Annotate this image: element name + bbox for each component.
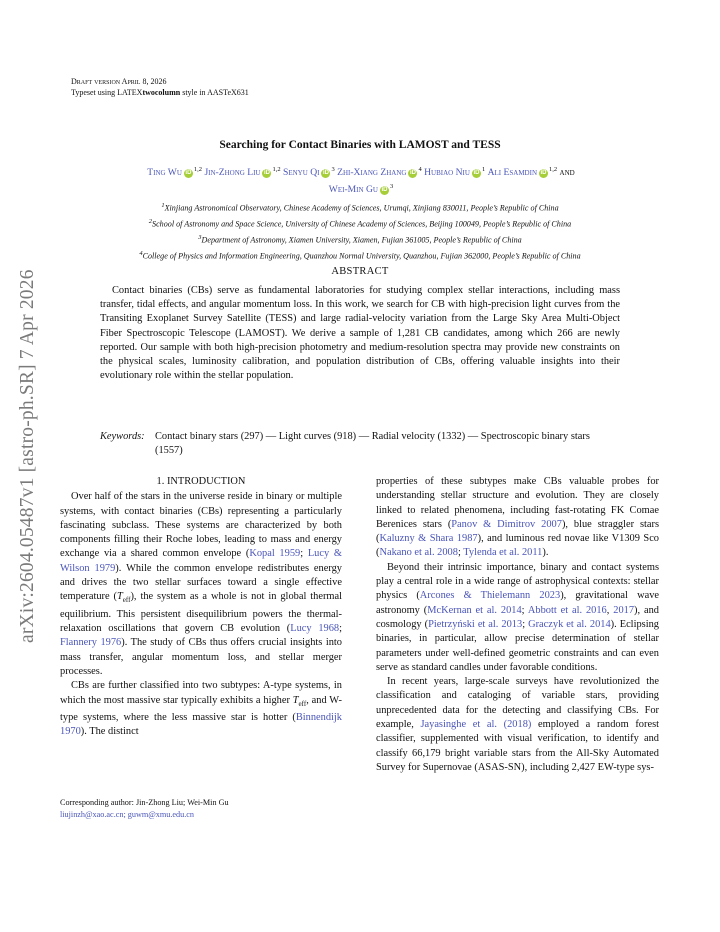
- arxiv-sidebar-stamp: arXiv:2604.05487v1 [astro-ph.SR] 7 Apr 2026: [17, 269, 38, 643]
- citation-link[interactable]: Graczyk et al. 2014: [528, 618, 611, 630]
- typeset-line: Typeset using LATEXtwocolumn style in AASTeX631: [71, 88, 249, 97]
- paragraph: In recent years, large-scale surveys have revolutionized the classification and cataloging of variable stars, providing unprecedented data for the detecting and classifying CBs. For example, Jayasinghe et al. (2018) employed a random forest classifier, supplemented with visual verification, to identify and classify 66,179 bright variable stars from the All-Sky Automated Survey for Supernovae (ASAS-SN), including 2,427 EW-type sys-: [376, 676, 660, 773]
- orcid-icon[interactable]: iD: [185, 170, 192, 177]
- paragraph: properties of these subtypes make CBs valuable probes for understanding stellar structure and evolution. They are closely linked to related phenomena, including fast-rotating FK Comae Berenices stars (Panov & Dimitrov 2007), blue straggler stars (Kaluzny & Shara 1987), and luminous red novae like V1309 Sco (Nakano et al. 2008; Tylenda et al. 2011).: [376, 476, 659, 559]
- affiliation: $^3$Department of Astronomy, Xiamen University, Xiamen, Fujian 361005, People’s Republic of China: [198, 233, 522, 245]
- author-name[interactable]: Ali Esamdin: [487, 167, 538, 179]
- abstract-heading: ABSTRACT: [331, 266, 389, 277]
- author-name[interactable]: Hubiao Niu: [424, 167, 470, 179]
- latex-logo: LATEX: [117, 88, 143, 97]
- paper-title: Searching for Contact Binaries with LAMOST and TESS: [219, 139, 501, 151]
- citation-link[interactable]: 2017: [613, 604, 635, 616]
- author-name[interactable]: Ting Wu: [147, 167, 182, 179]
- author-name[interactable]: Jin-Zhong Liu: [204, 167, 261, 179]
- citation-link[interactable]: Tylenda et al. 2011: [463, 547, 543, 559]
- citation-link[interactable]: Jayasinghe et al. (2018): [420, 719, 532, 731]
- section-heading: 1. INTRODUCTION: [156, 476, 246, 487]
- orcid-icon[interactable]: iD: [409, 170, 416, 177]
- citation-link[interactable]: Flannery 1976: [60, 637, 122, 649]
- paragraph: Over half of the stars in the universe reside in binary or multiple systems, with contact binaries (CBs) representing a particularly fascinating subclass. These systems are characterized by both components filling their Roche lobes, leading to mass and energy exchange via a shared common envelope (Kopal 1959; Lucy & Wilson 1979). While the common envelope redistributes energy and drives the two stellar surfaces toward a single effective temperature $(T_{eff})$, the system as a whole is not in global thermal equilibrium. This persistent disequilibrium powers the thermal-relaxation oscillations that govern CB evolution (Lucy 1968; Flannery 1976). The study of CBs thus offers crucial insights into mass transfer, angular momentum loss, and stellar merger processes.: [60, 491, 342, 677]
- keywords: [100, 430, 620, 458]
- citation-link[interactable]: Pietrzyński et al. 2013: [428, 618, 523, 630]
- orcid-icon[interactable]: iD: [322, 170, 329, 177]
- author-name[interactable]: Senyu Qi: [283, 167, 320, 179]
- abstract-text: Contact binaries (CBs) serve as fundamental laboratories for studying complex stellar interactions, including mass transfer, tidal effects, and angular momentum loss. In this work, we search for CB with high-precision light curves from the Transiting Exoplanet Survey Satellite (TESS) and large radial-velocity variation from the Large Sky Area Multi-Object Fiber Spectroscopic Telescope (LAMOST). We derive a sample of 1,281 CB candidates, among which 266 are newly reported. Our sample with both high-precision photometry and medium-resolution spectra may provide new constraints on the physical scales, luminosity calibration, and population distribution of CBs, offering valuable insights into their evolutionary role within the stellar population.: [100, 285, 620, 382]
- citation-link[interactable]: Nakano et al. 2008: [379, 547, 458, 559]
- keywords-text: Contact binary stars (297) — Light curves (918) — Radial velocity (1332) — Spectroscopic binary stars (1557): [155, 431, 590, 457]
- orcid-icon[interactable]: iD: [263, 170, 270, 177]
- preamble: [71, 76, 249, 98]
- orcid-icon[interactable]: iD: [473, 170, 480, 177]
- citation-link[interactable]: Lucy 1968: [290, 623, 340, 635]
- citation-link[interactable]: McKernan et al. 2014: [427, 604, 522, 616]
- paragraph: Beyond their intrinsic importance, binary and contact systems play a central role in a wide range of astrophysical contexts: stellar physics (Arcones & Thielemann 2023), gravitational wave astronomy (McKernan et al. 2014; Abbott et al. 2016, 2017), and cosmology (Pietrzyński et al. 2013; Graczyk et al. 2014). Eclipsing binaries, in particular, allow precise determination of stellar parameters under well-defined geometric constraints and can even serve as standard candles under favorable conditions.: [376, 561, 660, 673]
- draft-version: Draft version April 8, 2026: [71, 77, 167, 86]
- citation-link[interactable]: Lucy & Wilson 1979: [60, 548, 342, 574]
- affiliation: $^2$School of Astronomy and Space Science, University of Chinese Academy of Sciences, Beijing 100049, People’s Republic of China: [148, 217, 572, 229]
- right-column: [376, 475, 659, 775]
- corresponding-author: [60, 797, 229, 821]
- citation-link[interactable]: Binnendijk 1970: [60, 711, 342, 738]
- citation-link[interactable]: Panov & Dimitrov 2007: [451, 518, 562, 530]
- paragraph: CBs are further classified into two subtypes: A-type systems, in which the most massive star typically exhibits a higher $T_{eff}$, and W-type systems, where the less massive star is hotter (Binnendijk 1970). The distinct: [60, 680, 342, 738]
- author-emails[interactable]: liujinzh@xao.ac.cn; guwm@xmu.edu.cn: [60, 810, 194, 819]
- citation-link[interactable]: Arcones & Thielemann 2023: [419, 590, 561, 602]
- orcid-icon[interactable]: iD: [381, 187, 388, 194]
- affiliation: $^4$College of Physics and Information Engineering, Quanzhou Normal University, Quanzhou, Fujian 362000, People’s Republic of China: [139, 249, 581, 261]
- orcid-icon[interactable]: iD: [540, 170, 547, 177]
- keywords-label: Keywords:: [100, 431, 145, 442]
- affiliation: $^1$Xinjiang Astronomical Observatory, Chinese Academy of Sciences, Urumqi, Xinjiang 830011, People’s Republic of China: [161, 202, 559, 213]
- corresponding-line: Corresponding author: Jin-Zhong Liu; Wei-Min Gu: [60, 798, 229, 807]
- author-list: Ting Wu iD$^{1,2}$ Jin-Zhong Liu iD$^{1,2}$ Senyu Qi $iD^3$ Zhi-Xiang Zhang $iD^4$ Hubiao Niu $iD^1$ Ali Esamdin iD$^{1,2}$ and Wei-Min Gu $iD^3$: [147, 166, 575, 196]
- citation-link[interactable]: Kopal 1959: [249, 548, 301, 560]
- and-word: and: [559, 167, 575, 179]
- author-name[interactable]: Zhi-Xiang Zhang: [337, 167, 407, 179]
- affiliation-list: [40, 199, 680, 263]
- citation-link[interactable]: Kaluzny & Shara 1987: [379, 533, 478, 545]
- left-column: [60, 475, 342, 740]
- author-name[interactable]: Wei-Min Gu: [328, 184, 378, 196]
- citation-link[interactable]: Abbott et al. 2016: [527, 604, 607, 616]
